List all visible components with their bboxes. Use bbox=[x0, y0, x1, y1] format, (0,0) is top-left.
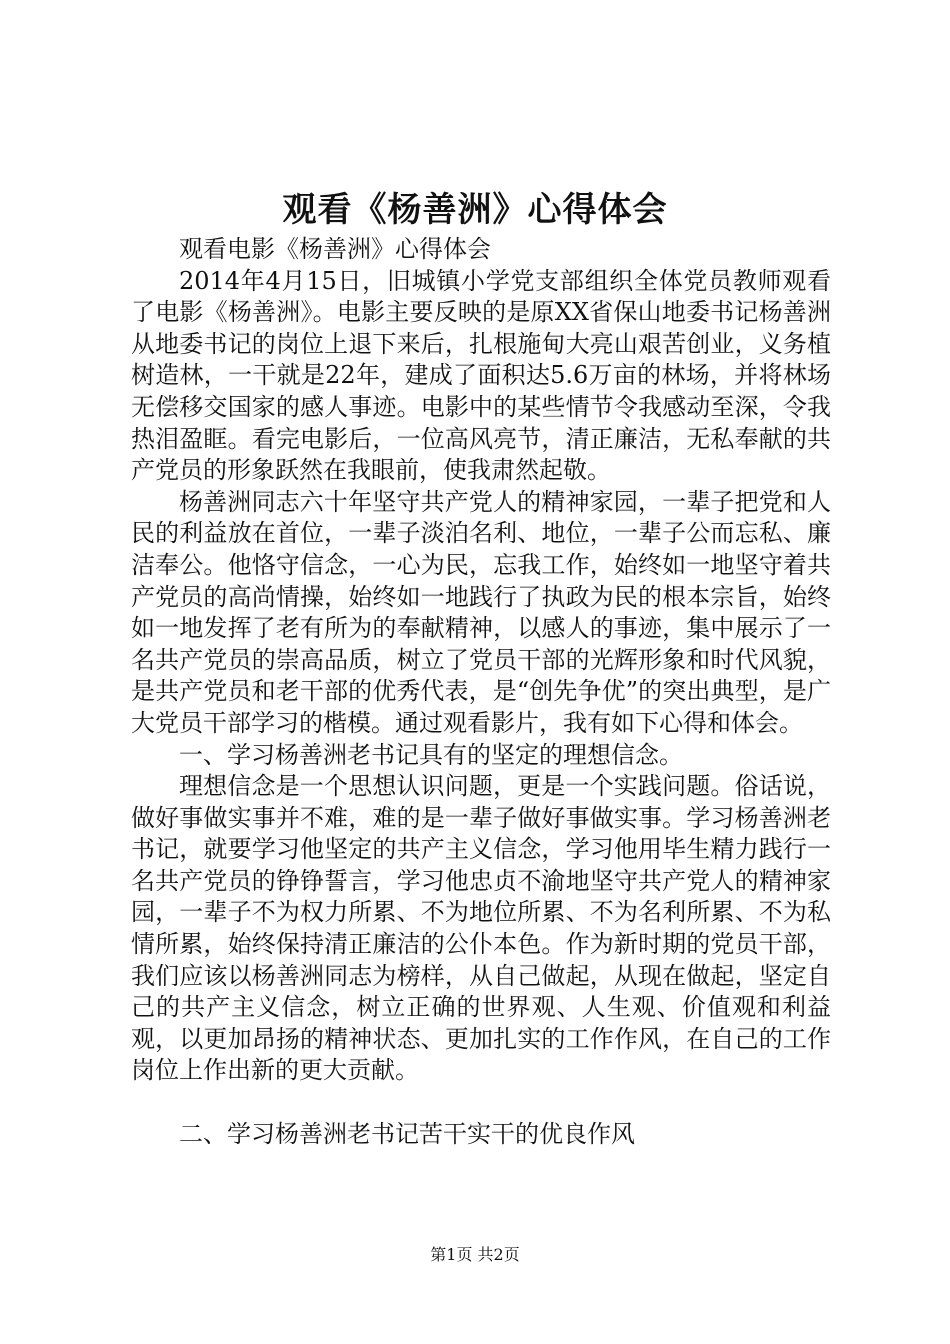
body-paragraph: 杨善洲同志六十年坚守共产党人的精神家园，一辈子把党和人民的利益放在首位，一辈子淡泊名利、地位，一辈子公而忘私、廉洁奉公。他恪守信念，一心为民，忘我工作，始终如一地坚守着共产党员的高尚情操，始终如一地践行了执政为民的根本宗旨，始终如一地发挥了老有所为的奉献精神，以感人的事迹，集中展示了一名共产党员的崇高品质，树立了党员干部的光辉形象和时代风貌，是共产党员和老干部的优秀代表，是“创先争优”的突出典型，是广大党员干部学习的楷模。通过观看影片，我有如下心得和体会。 bbox=[131, 487, 831, 737]
subtitle-paragraph: 观看电影《杨善洲》心得体会 bbox=[179, 235, 491, 263]
section-heading-1: 一、学习杨善洲老书记具有的坚定的理想信念。 bbox=[179, 740, 683, 769]
body-paragraph: 理想信念是一个思想认识问题，更是一个实践问题。俗话说，做好事做实事并不难，难的是一辈子做好事做实事。学习杨善洲老书记，就要学习他坚定的共产主义信念，学习他用毕生精力践行一名共产党员的铮铮誓言，学习他忠贞不渝地坚守共产党人的精神家园，一辈子不为权力所累、不为地位所累、不为名利所累、不为私情所累，始终保持清正廉洁的公仆本色。作为新时期的党员干部，我们应该以杨善洲同志为榜样，从自己做起，从现在做起，坚定自己的共产主义信念，树立正确的世界观、人生观、价值观和利益观，以更加昂扬的精神状态、更加扎实的工作作风，在自己的工作岗位上作出新的更大贡献。 bbox=[131, 772, 831, 1085]
intro-paragraph: 2014年4月15日，旧城镇小学党支部组织全体党员教师观看了电影《杨善洲》。电影主要反映的是原XX省保山地委书记杨善洲从地委书记的岗位上退下来后，扎根施甸大亮山艰苦创业，义务植树造林，一干就是22年，建成了面积达5.6万亩的林场，并将林场无偿移交国家的感人事迹。电影中的某些情节令我感动至深，令我热泪盈眶。看完电影后，一位高风亮节，清正廉洁，无私奉献的共产党员的形象跃然在我眼前，使我肃然起敬。 bbox=[131, 266, 831, 485]
document-title: 观看《杨善洲》心得体会 bbox=[282, 190, 668, 230]
page-footer: 第1页 共2页 bbox=[430, 1245, 520, 1264]
document-body bbox=[131, 234, 831, 1150]
section-heading-2: 二、学习杨善洲老书记苦干实干的优良作风 bbox=[179, 1119, 635, 1148]
